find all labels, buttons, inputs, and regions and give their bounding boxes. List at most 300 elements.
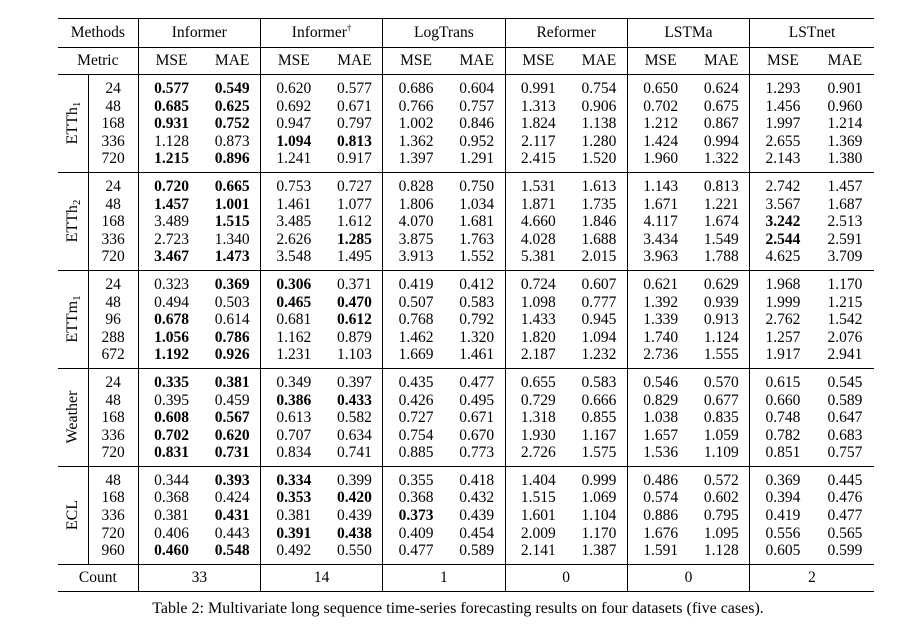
- mse-value-cell: 1.591: [627, 542, 693, 564]
- mae-value-cell: 1.069: [581, 489, 617, 507]
- mse-value-cell: 5.381: [505, 248, 571, 270]
- mse-value-cell: 0.386: [260, 392, 326, 410]
- mse-value-cell: 2.742: [750, 172, 816, 195]
- mse-value-cell: 1.002: [383, 115, 449, 133]
- mae-value-cell: 0.994: [703, 132, 739, 150]
- mse-value-cell: 1.392: [627, 294, 693, 312]
- mse-value-cell: 0.344: [138, 466, 204, 489]
- mae-value-cell: 1.555: [693, 346, 749, 368]
- mae-value-cell: 0.567: [214, 409, 250, 427]
- mse-value-cell: 0.991: [505, 75, 571, 98]
- table-row: [58, 329, 874, 347]
- mse-value-cell: 1.457: [138, 196, 204, 214]
- mae-value-cell: 0.960: [827, 97, 863, 115]
- horizon-cell: 96: [88, 311, 138, 329]
- mse-value-cell: 1.930: [505, 427, 571, 445]
- mse-value-cell: 0.621: [627, 270, 693, 293]
- mse-value-cell: 1.515: [505, 489, 571, 507]
- mae-value-cell: 0.470: [336, 293, 372, 311]
- table-row: [58, 231, 874, 249]
- mse-value-cell: 0.546: [627, 368, 693, 391]
- mse-value-cell: 1.820: [505, 329, 571, 347]
- mae-value-cell: 0.393: [214, 471, 250, 489]
- count-value-cell: 14: [260, 564, 382, 591]
- horizon-cell: 24: [88, 368, 138, 391]
- mae-value-cell: 1.109: [693, 444, 749, 466]
- mse-value-cell: 0.494: [138, 294, 204, 312]
- mse-value-cell: 0.608: [138, 409, 204, 427]
- mae-value-cell: 0.459: [214, 391, 250, 409]
- mae-value-cell: 1.763: [459, 230, 495, 248]
- mae-value-cell: 1.034: [459, 195, 495, 213]
- mae-value-cell: 1.495: [327, 248, 383, 270]
- mse-value-cell: 0.368: [383, 489, 449, 507]
- mse-value-cell: 0.886: [627, 507, 693, 525]
- header-metric-row: [58, 48, 874, 75]
- method-header-informer: Informer: [138, 19, 260, 48]
- mse-value-cell: 0.729: [505, 392, 571, 410]
- mae-value-cell: 1.170: [581, 524, 617, 542]
- mae-value-cell: 1.280: [581, 132, 617, 150]
- mae-value-cell: 0.777: [581, 293, 617, 311]
- mae-value-cell: 0.671: [459, 409, 495, 427]
- mse-value-cell: 4.660: [505, 213, 571, 231]
- mse-value-cell: 0.426: [383, 392, 449, 410]
- mae-value-cell: 0.503: [214, 293, 250, 311]
- count-value-cell: 2: [750, 564, 874, 591]
- mae-value-cell: 0.773: [449, 444, 505, 466]
- table-row: [58, 444, 874, 466]
- mae-value-cell: 0.917: [327, 150, 383, 172]
- horizon-cell: 336: [88, 231, 138, 249]
- mse-value-cell: 0.768: [383, 311, 449, 329]
- mse-value-cell: 4.117: [627, 213, 693, 231]
- mse-value-cell: 1.536: [627, 444, 693, 466]
- mse-value-cell: 0.477: [383, 542, 449, 564]
- mae-value-cell: 0.418: [459, 471, 495, 489]
- mse-value-cell: 1.601: [505, 507, 571, 525]
- mse-value-cell: 1.056: [138, 329, 204, 347]
- mse-value-cell: 0.615: [750, 368, 816, 391]
- mse-value-cell: 1.669: [383, 346, 449, 368]
- mae-value-cell: 0.477: [827, 507, 863, 525]
- mae-value-cell: 1.170: [827, 275, 863, 293]
- mse-value-cell: 1.241: [260, 150, 326, 172]
- mae-value-cell: 0.757: [459, 97, 495, 115]
- mae-value-cell: 1.549: [703, 230, 739, 248]
- mae-value-cell: 0.867: [703, 115, 739, 133]
- metric-label: Metric: [58, 48, 138, 75]
- mae-value-cell: 0.786: [214, 328, 250, 346]
- mse-value-cell: 0.492: [260, 542, 326, 564]
- mse-value-cell: 3.875: [383, 231, 449, 249]
- mae-value-cell: 0.913: [703, 311, 739, 329]
- mse-value-cell: 4.070: [383, 213, 449, 231]
- mse-value-cell: 0.692: [260, 98, 326, 116]
- mse-value-cell: 2.117: [505, 133, 571, 151]
- count-value-cell: 1: [383, 564, 505, 591]
- table-row: [58, 115, 874, 133]
- mae-value-cell: 0.952: [459, 132, 495, 150]
- mse-value-cell: 3.567: [750, 196, 816, 214]
- mae-value-cell: 0.752: [214, 115, 250, 133]
- mse-value-cell: 3.485: [260, 213, 326, 231]
- mae-value-cell: 0.397: [336, 373, 372, 391]
- mse-value-cell: 2.141: [505, 542, 571, 564]
- mae-value-cell: 0.620: [214, 426, 250, 444]
- mse-value-cell: 1.313: [505, 98, 571, 116]
- mae-value-cell: 0.612: [336, 311, 372, 329]
- table-row: [58, 172, 874, 195]
- table-row: [58, 196, 874, 214]
- mae-value-cell: 0.599: [816, 542, 874, 564]
- mae-value-cell: 0.792: [459, 311, 495, 329]
- horizon-cell: 672: [88, 346, 138, 368]
- mae-value-cell: 1.612: [336, 213, 372, 231]
- mse-value-cell: 0.577: [138, 75, 204, 98]
- mse-value-cell: 3.913: [383, 248, 449, 270]
- mse-value-cell: 2.762: [750, 311, 816, 329]
- mse-value-cell: 0.381: [138, 507, 204, 525]
- mse-value-cell: 0.720: [138, 172, 204, 195]
- horizon-cell: 48: [88, 392, 138, 410]
- mae-value-cell: 1.232: [571, 346, 627, 368]
- methods-label: Methods: [58, 19, 138, 48]
- mae-value-cell: 0.602: [703, 489, 739, 507]
- mae-value-cell: 0.906: [581, 97, 617, 115]
- mae-value-cell: 0.939: [703, 293, 739, 311]
- mae-value-cell: 0.901: [827, 80, 863, 97]
- horizon-cell: 24: [88, 172, 138, 195]
- mse-value-cell: 2.723: [138, 231, 204, 249]
- mse-value-cell: 3.489: [138, 213, 204, 231]
- mae-value-cell: 0.412: [459, 275, 495, 293]
- mae-value-cell: 1.688: [581, 230, 617, 248]
- count-value-cell: 0: [505, 564, 627, 591]
- mse-value-cell: 0.931: [138, 115, 204, 133]
- mae-value-cell: 1.095: [703, 524, 739, 542]
- mae-value-cell: 2.076: [827, 328, 863, 346]
- mae-value-cell: 1.369: [827, 132, 863, 150]
- mae-value-cell: 0.741: [327, 444, 383, 466]
- mse-value-cell: 2.626: [260, 231, 326, 249]
- mse-value-cell: 0.620: [260, 75, 326, 98]
- horizon-cell: 336: [88, 507, 138, 525]
- table-row: [58, 346, 874, 368]
- mse-value-cell: 3.548: [260, 248, 326, 270]
- mse-value-cell: 0.885: [383, 444, 449, 466]
- mae-value-cell: 1.735: [581, 195, 617, 213]
- metric-mae-header: MAE: [327, 48, 383, 75]
- mae-value-cell: 0.677: [703, 391, 739, 409]
- mae-value-cell: 1.094: [581, 328, 617, 346]
- mae-value-cell: 0.583: [459, 293, 495, 311]
- mae-value-cell: 0.545: [827, 373, 863, 391]
- mae-value-cell: 1.059: [703, 426, 739, 444]
- mae-value-cell: 1.387: [571, 542, 627, 564]
- mse-value-cell: 0.655: [505, 368, 571, 391]
- mae-value-cell: 0.565: [827, 524, 863, 542]
- table-row: [58, 133, 874, 151]
- mse-value-cell: 1.162: [260, 329, 326, 347]
- mae-value-cell: 1.461: [449, 346, 505, 368]
- mse-value-cell: 1.917: [750, 346, 816, 368]
- mse-value-cell: 0.406: [138, 525, 204, 543]
- mse-value-cell: 1.231: [260, 346, 326, 368]
- mae-value-cell: 0.549: [214, 80, 250, 97]
- mse-value-cell: 0.831: [138, 444, 204, 466]
- mae-value-cell: 1.681: [459, 213, 495, 231]
- mae-value-cell: 0.589: [449, 542, 505, 564]
- table-row: [58, 466, 874, 489]
- mse-value-cell: 1.212: [627, 115, 693, 133]
- mse-value-cell: 1.456: [750, 98, 816, 116]
- mae-value-cell: 0.757: [816, 444, 874, 466]
- mae-value-cell: 0.665: [214, 177, 250, 195]
- mae-value-cell: 0.945: [581, 311, 617, 329]
- mae-value-cell: 1.291: [449, 150, 505, 172]
- mae-value-cell: 1.515: [214, 213, 250, 231]
- mse-value-cell: 0.369: [750, 466, 816, 489]
- mae-value-cell: 1.128: [693, 542, 749, 564]
- mae-value-cell: 1.322: [693, 150, 749, 172]
- metric-mae-header: MAE: [449, 48, 505, 75]
- mse-value-cell: 0.334: [260, 466, 326, 489]
- mse-value-cell: 1.657: [627, 427, 693, 445]
- mae-value-cell: 0.371: [336, 275, 372, 293]
- mse-value-cell: 0.349: [260, 368, 326, 391]
- method-header-lstma: LSTMa: [627, 19, 749, 48]
- mae-value-cell: 1.167: [581, 426, 617, 444]
- mae-value-cell: 0.671: [336, 97, 372, 115]
- table-row: [58, 489, 874, 507]
- mae-value-cell: 0.629: [703, 275, 739, 293]
- mse-value-cell: 3.963: [627, 248, 693, 270]
- table-row: [58, 542, 874, 564]
- mse-value-cell: 0.685: [138, 98, 204, 116]
- table-row: [58, 75, 874, 98]
- metric-mae-header: MAE: [693, 48, 749, 75]
- mae-value-cell: 2.941: [816, 346, 874, 368]
- horizon-cell: 960: [88, 542, 138, 564]
- mae-value-cell: 0.439: [336, 507, 372, 525]
- mse-value-cell: 1.671: [627, 196, 693, 214]
- mse-value-cell: 0.829: [627, 392, 693, 410]
- mse-value-cell: 0.556: [750, 525, 816, 543]
- mse-value-cell: 0.465: [260, 294, 326, 312]
- table-row: [58, 368, 874, 391]
- mse-value-cell: 0.707: [260, 427, 326, 445]
- mae-value-cell: 0.424: [214, 489, 250, 507]
- mse-value-cell: 1.293: [750, 75, 816, 98]
- mae-value-cell: 0.846: [459, 115, 495, 133]
- mse-value-cell: 0.702: [138, 427, 204, 445]
- dataset-label: ETTm$_1$: [58, 270, 88, 368]
- mse-value-cell: 3.242: [750, 213, 816, 231]
- mae-value-cell: 1.473: [204, 248, 260, 270]
- table-row: [58, 427, 874, 445]
- mae-value-cell: 0.369: [214, 275, 250, 293]
- mse-value-cell: 1.806: [383, 196, 449, 214]
- table-row: [58, 409, 874, 427]
- mse-value-cell: 0.748: [750, 409, 816, 427]
- mse-value-cell: 1.461: [260, 196, 326, 214]
- mse-value-cell: 2.726: [505, 444, 571, 466]
- mae-value-cell: 1.613: [581, 177, 617, 195]
- metric-mse-header: MSE: [138, 48, 204, 75]
- mae-value-cell: 0.583: [581, 373, 617, 391]
- mse-value-cell: 1.098: [505, 294, 571, 312]
- mae-value-cell: 1.077: [336, 195, 372, 213]
- mae-value-cell: 0.438: [336, 524, 372, 542]
- mae-value-cell: 0.750: [459, 177, 495, 195]
- horizon-cell: 336: [88, 133, 138, 151]
- table-row: [58, 525, 874, 543]
- mse-value-cell: 0.323: [138, 270, 204, 293]
- table-row: [58, 248, 874, 270]
- mse-value-cell: 1.871: [505, 196, 571, 214]
- mse-value-cell: 2.736: [627, 346, 693, 368]
- horizon-cell: 48: [88, 196, 138, 214]
- horizon-cell: 168: [88, 489, 138, 507]
- table-row: [58, 213, 874, 231]
- mae-value-cell: 1.001: [214, 195, 250, 213]
- mae-value-cell: 0.727: [336, 177, 372, 195]
- mae-value-cell: 1.214: [827, 115, 863, 133]
- mse-value-cell: 0.419: [383, 270, 449, 293]
- count-row: [58, 564, 874, 591]
- mse-value-cell: 0.660: [750, 392, 816, 410]
- mae-value-cell: 0.431: [214, 507, 250, 525]
- mae-value-cell: 0.399: [336, 471, 372, 489]
- mse-value-cell: 0.353: [260, 489, 326, 507]
- mse-value-cell: 2.415: [505, 150, 571, 172]
- metric-mse-header: MSE: [260, 48, 326, 75]
- mse-value-cell: 3.467: [138, 248, 204, 270]
- metric-mae-header: MAE: [816, 48, 874, 75]
- mse-value-cell: 0.766: [383, 98, 449, 116]
- mae-value-cell: 1.552: [449, 248, 505, 270]
- mse-value-cell: 0.753: [260, 172, 326, 195]
- mae-value-cell: 0.999: [581, 471, 617, 489]
- mae-value-cell: 0.879: [336, 328, 372, 346]
- mae-value-cell: 0.495: [459, 391, 495, 409]
- mae-value-cell: 1.788: [693, 248, 749, 270]
- mae-value-cell: 0.577: [336, 80, 372, 97]
- mse-value-cell: 4.625: [750, 248, 816, 270]
- table-row: [58, 270, 874, 293]
- mae-value-cell: 0.439: [459, 507, 495, 525]
- mae-value-cell: 1.215: [827, 293, 863, 311]
- mae-value-cell: 0.572: [703, 471, 739, 489]
- mae-value-cell: 0.926: [204, 346, 260, 368]
- mse-value-cell: 1.215: [138, 150, 204, 172]
- mae-value-cell: 0.432: [459, 489, 495, 507]
- horizon-cell: 168: [88, 213, 138, 231]
- mae-value-cell: 0.614: [214, 311, 250, 329]
- results-table: [58, 18, 874, 592]
- mse-value-cell: 0.486: [627, 466, 693, 489]
- dataset-label: ECL: [58, 466, 88, 564]
- mae-value-cell: 0.813: [703, 177, 739, 195]
- mse-value-cell: 2.655: [750, 133, 816, 151]
- mse-value-cell: 0.355: [383, 466, 449, 489]
- method-header-informer-dagger: Informer†: [260, 19, 382, 48]
- mae-value-cell: 0.550: [327, 542, 383, 564]
- count-value-cell: 0: [627, 564, 749, 591]
- horizon-cell: 48: [88, 98, 138, 116]
- mse-value-cell: 0.828: [383, 172, 449, 195]
- mse-value-cell: 1.676: [627, 525, 693, 543]
- mae-value-cell: 1.380: [816, 150, 874, 172]
- mse-value-cell: 1.192: [138, 346, 204, 368]
- mse-value-cell: 0.724: [505, 270, 571, 293]
- horizon-cell: 24: [88, 270, 138, 293]
- mse-value-cell: 0.681: [260, 311, 326, 329]
- table-caption: Table 2: Multivariate long sequence time-series forecasting results on four datasets (five cases).: [152, 600, 764, 617]
- mae-value-cell: 1.138: [581, 115, 617, 133]
- mse-value-cell: 0.834: [260, 444, 326, 466]
- metric-mse-header: MSE: [383, 48, 449, 75]
- horizon-cell: 288: [88, 329, 138, 347]
- table-row: [58, 311, 874, 329]
- metric-mae-header: MAE: [204, 48, 260, 75]
- mae-value-cell: 1.674: [703, 213, 739, 231]
- mae-value-cell: 0.731: [204, 444, 260, 466]
- mse-value-cell: 1.433: [505, 311, 571, 329]
- mae-value-cell: 0.795: [703, 507, 739, 525]
- mse-value-cell: 1.424: [627, 133, 693, 151]
- mse-value-cell: 0.678: [138, 311, 204, 329]
- mse-value-cell: 0.373: [383, 507, 449, 525]
- mae-value-cell: 0.476: [827, 489, 863, 507]
- mse-value-cell: 1.143: [627, 172, 693, 195]
- mse-value-cell: 0.782: [750, 427, 816, 445]
- method-header-lstnet: LSTnet: [750, 19, 874, 48]
- mae-value-cell: 0.570: [703, 373, 739, 391]
- mae-value-cell: 0.625: [214, 97, 250, 115]
- horizon-cell: 720: [88, 150, 138, 172]
- mse-value-cell: 1.824: [505, 115, 571, 133]
- mae-value-cell: 1.124: [703, 328, 739, 346]
- metric-mse-header: MSE: [750, 48, 816, 75]
- table-row: [58, 150, 874, 172]
- mse-value-cell: 2.143: [750, 150, 816, 172]
- results-table-container: [58, 18, 874, 592]
- horizon-cell: 720: [88, 525, 138, 543]
- horizon-cell: 336: [88, 427, 138, 445]
- horizon-cell: 720: [88, 444, 138, 466]
- mae-value-cell: 1.542: [827, 311, 863, 329]
- mae-value-cell: 1.520: [571, 150, 627, 172]
- mae-value-cell: 1.846: [581, 213, 617, 231]
- mse-value-cell: 1.397: [383, 150, 449, 172]
- mae-value-cell: 0.835: [703, 409, 739, 427]
- horizon-cell: 48: [88, 466, 138, 489]
- horizon-cell: 48: [88, 294, 138, 312]
- mse-value-cell: 0.613: [260, 409, 326, 427]
- mae-value-cell: 0.855: [581, 409, 617, 427]
- mse-value-cell: 1.462: [383, 329, 449, 347]
- dataset-label: ETTh$_1$: [58, 75, 88, 173]
- mae-value-cell: 0.813: [336, 132, 372, 150]
- mse-value-cell: 2.544: [750, 231, 816, 249]
- mse-value-cell: 1.531: [505, 172, 571, 195]
- mae-value-cell: 2.591: [827, 230, 863, 248]
- count-label: Count: [78, 568, 117, 586]
- mse-value-cell: 1.999: [750, 294, 816, 312]
- mae-value-cell: 0.582: [336, 409, 372, 427]
